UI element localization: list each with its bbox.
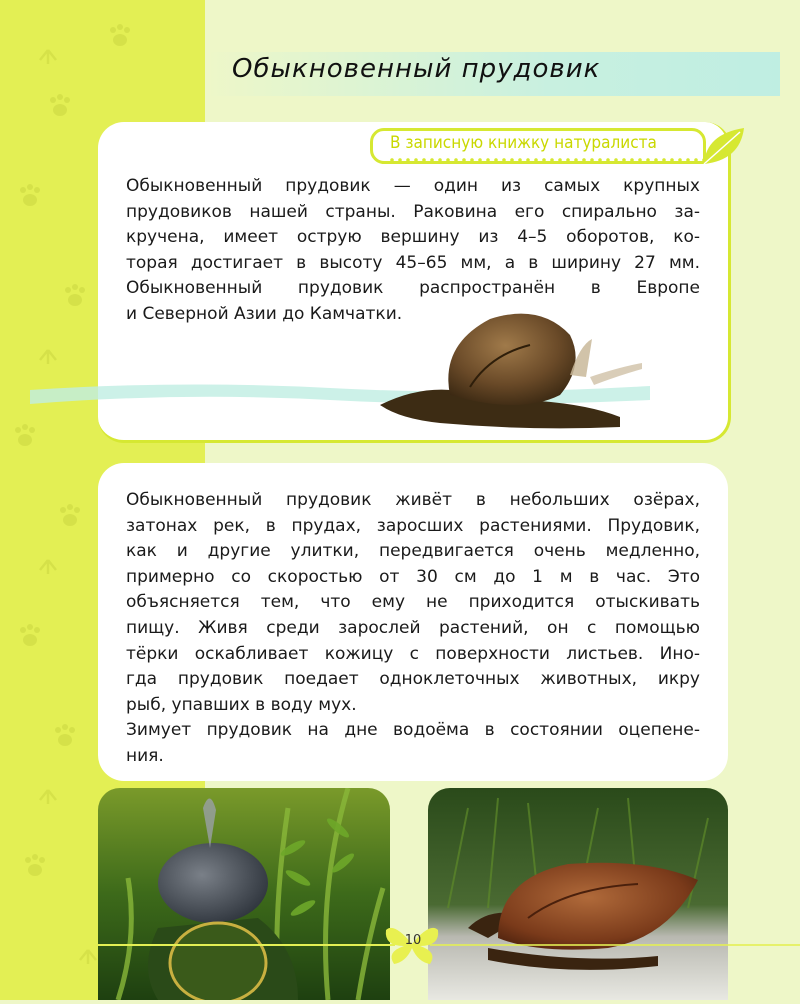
text-line: примерно со скоростью от 30 см до 1 м в час. Это <box>126 566 700 587</box>
text-line: и Северной Азии до Камчатки. <box>126 303 403 324</box>
footer-line <box>430 944 800 946</box>
text-line: торая достигает в высоту 45–65 мм, а в ширину 27 мм. <box>126 252 700 273</box>
leaf-icon <box>700 126 748 168</box>
text-line: объясняется тем, что ему не приходится отыскивать <box>126 592 700 613</box>
snail-illustration <box>380 305 650 435</box>
text-line: пищу. Живя среди зарослей растений, он с помощью <box>126 617 700 638</box>
text-line: как и другие улитки, передвигается очень медленно, <box>126 541 700 562</box>
habitat-paragraph <box>126 488 700 770</box>
text-line: гда прудовик поедает одноклеточных животных, икру <box>126 669 700 690</box>
text-line: Обыкновенный прудовик — один из самых крупных <box>126 176 700 196</box>
text-line: прудовиков нашей страны. Раковина его спирально за- <box>126 201 700 222</box>
text-line: тёрки оскабливает кожицу с поверхности листьев. Ино- <box>126 643 700 664</box>
footer-line <box>0 944 395 946</box>
snail-photo-right <box>428 788 728 1000</box>
snail-photo-left <box>98 788 390 1000</box>
text-line: Обыкновенный прудовик распространён в Европе <box>126 278 700 299</box>
text-line: рыб, упавших в воду мух. <box>126 694 357 715</box>
tag-dotted-line <box>388 158 706 162</box>
text-line: кручена, имеет острую вершину из 4–5 оборотов, ко- <box>126 227 700 248</box>
page-number: 10 <box>404 933 422 948</box>
notebook-tag-label: В записную книжку натуралиста <box>390 133 657 153</box>
text-line: Зимует прудовик на дне водоёма в состоянии оцепене- <box>126 720 700 741</box>
text-line: затонах рек, в прудах, заросших растениями. Прудовик, <box>126 515 700 536</box>
text-line: Обыкновенный прудовик живёт в небольших озёрах, <box>126 490 700 510</box>
text-line: ния. <box>126 745 164 766</box>
page-title: Обыкновенный прудовик <box>232 54 601 84</box>
